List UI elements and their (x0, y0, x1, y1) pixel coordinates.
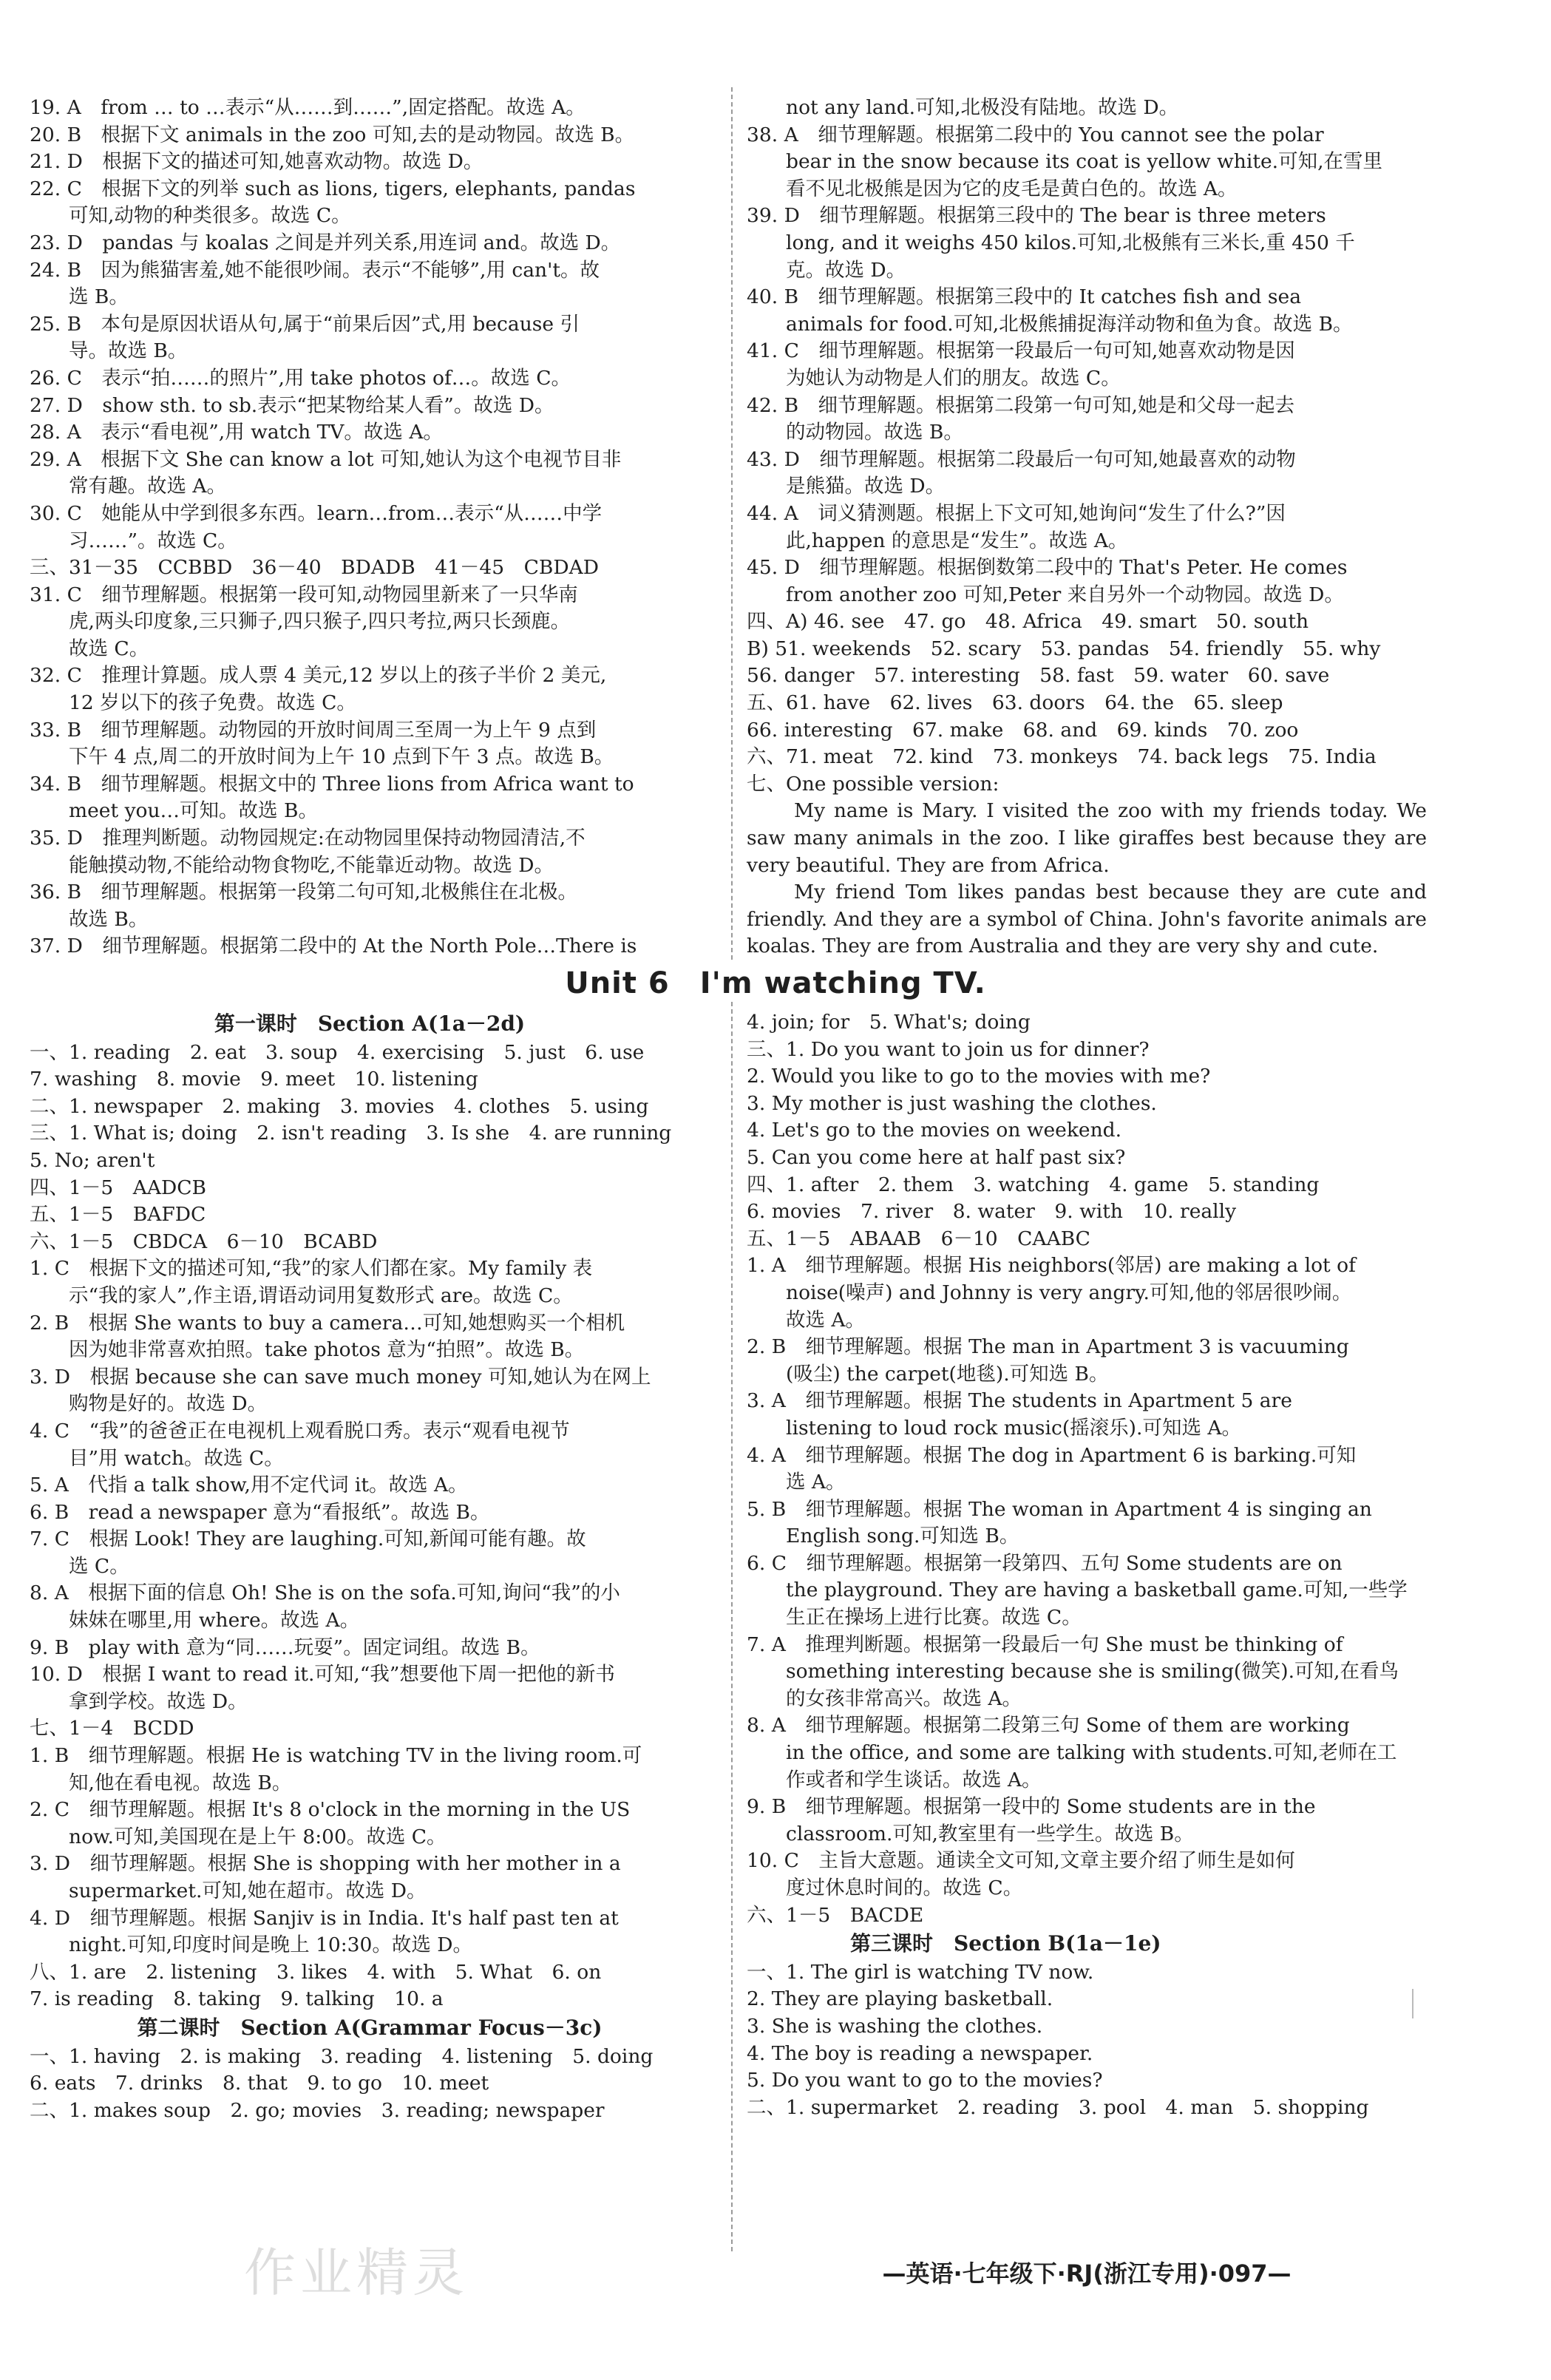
answer-line: 19. A from … to …表示“从……到……”,固定搭配。故选 A。 (30, 96, 586, 119)
writing-sample-para-2: My friend Tom likes pandas best because they are cute and friendly. And they are a symbol of China. John's favorite animals are koalas. They are from Australia and they are very shy and cute. (747, 881, 1427, 958)
answer-line: 下午 4 点,周二的开放时间为上午 10 点到下午 3 点。故选 B。 (30, 745, 614, 769)
answer-line: 7. A 推理判断题。根据第一段最后一句 She must be thinking of (747, 1633, 1343, 1656)
answer-line: in the office, and some are talking with students.可知,老师在工 (747, 1741, 1397, 1765)
answer-line: now.可知,美国现在是上午 8:00。故选 C。 (30, 1825, 447, 1848)
answer-line: (吸尘) the carpet(地毯).可知选 B。 (747, 1362, 1109, 1386)
answer-line: 4. The boy is reading a newspaper. (747, 2041, 1093, 2065)
answer-line: 克。故选 D。 (747, 258, 906, 282)
answer-line: 12 岁以下的孩子免费。故选 C。 (30, 691, 356, 715)
answer-line: 3. She is washing the clothes. (747, 2014, 1043, 2038)
answer-line: 六、1－5 BACDE (747, 1903, 924, 1927)
watermark: 作业精灵 (244, 2242, 469, 2303)
answer-line: 1. B 细节理解题。根据 He is watching TV in the living room.可 (30, 1744, 642, 1768)
answer-line: 38. A 细节理解题。根据第二段中的 You cannot see the polar (747, 123, 1324, 146)
answer-line: 选 A。 (747, 1471, 846, 1494)
answer-line: 4. D 细节理解题。根据 Sanjiv is in India. It's half past ten at (30, 1906, 619, 1930)
answer-line: 妹妹在哪里,用 where。故选 A。 (30, 1609, 360, 1633)
answer-line: 25. B 本句是原因状语从句,属于“前果后因”式,用 because 引 (30, 312, 580, 336)
answer-line: 3. D 根据 because she can save much money 可知,她认为在网上 (30, 1365, 651, 1389)
answer-line: 5. Can you come here at half past six? (747, 1145, 1126, 1169)
answer-line: 四、1－5 AADCB (30, 1176, 206, 1199)
answer-line: 6. C 细节理解题。根据第一段第四、五句 Some students are on (747, 1551, 1343, 1575)
answer-line: 二、1. makes soup 2. go; movies 3. reading; newspaper (30, 2098, 605, 2122)
answer-line: 2. Would you like to go to the movies with me? (747, 1065, 1211, 1088)
answer-line: 1. C 根据下文的描述可知,“我”的家人们都在家。My family 表 (30, 1257, 593, 1281)
unit-title: Unit 6 I'm watching TV. (565, 966, 986, 1000)
answer-line: 10. D 根据 I want to read it.可知,“我”想要他下周一把他的新书 (30, 1663, 615, 1686)
answer-line: from another zoo 可知,Peter 来自另外一个动物园。故选 D。 (747, 583, 1344, 606)
page-footer: —英语·七年级下·RJ(浙江专用)·097— (882, 2259, 1292, 2288)
answer-line: 4. C “我”的爸爸正在电视机上观看脱口秀。表示“观看电视节 (30, 1419, 570, 1442)
answer-line: 40. B 细节理解题。根据第三段中的 It catches fish and sea (747, 285, 1302, 309)
answer-line: night.可知,印度时间是晚上 10:30。故选 D。 (30, 1933, 473, 1957)
answer-line: 41. C 细节理解题。根据第一段最后一句可知,她喜欢动物是因 (747, 339, 1295, 363)
answer-line: 习……”。故选 C。 (30, 529, 237, 552)
answer-line: 6. movies 7. river 8. water 9. with 10. really (747, 1200, 1237, 1224)
answer-line: 5. No; aren't (30, 1148, 155, 1172)
answer-line: 35. D 推理判断题。动物园规定:在动物园里保持动物园清洁,不 (30, 827, 586, 850)
answer-line: 2. B 根据 She wants to buy a camera…可知,她想购买一个相机 (30, 1311, 625, 1335)
answer-line: 生正在操场上进行比赛。故选 C。 (747, 1606, 1082, 1630)
answer-line: 34. B 细节理解题。根据文中的 Three lions from Africa want to (30, 772, 634, 796)
answer-line: 3. D 细节理解题。根据 She is shopping with her mother in a (30, 1852, 621, 1876)
answer-line: 知,他在看电视。故选 B。 (30, 1771, 292, 1794)
answer-line: 三、1. What is; doing 2. isn't reading 3. Is she 4. are running (30, 1122, 672, 1145)
answers-bottom-left (30, 1009, 710, 2124)
answer-line: 7. is reading 8. taking 9. talking 10. a (30, 1987, 444, 2011)
answer-line: 2. C 细节理解题。根据 It's 8 o'clock in the morning in the US (30, 1798, 631, 1822)
answer-line: 28. A 表示“看电视”,用 watch TV。故选 A。 (30, 421, 443, 444)
answer-line: 五、1－5 ABAAB 6－10 CAABC (747, 1227, 1090, 1250)
answers-section2-cont (747, 1009, 1427, 1929)
answer-line: 度过休息时间的。故选 C。 (747, 1876, 1023, 1899)
answer-line: meet you…可知。故选 B。 (30, 799, 318, 823)
answer-line: 故选 A。 (747, 1308, 866, 1332)
answer-line: 33. B 细节理解题。动物园的开放时间周三至周一为上午 9 点到 (30, 718, 597, 742)
answer-line: not any land.可知,北极没有陆地。故选 D。 (747, 96, 1179, 119)
answer-line: something interesting because she is smiling(微笑).可知,在看鸟 (747, 1660, 1399, 1684)
answer-line: the playground. They are having a basketball game.可知,一些学 (747, 1579, 1408, 1602)
answer-line: 三、31－35 CCBBD 36－40 BDADB 41－45 CBDAD (30, 556, 600, 580)
answer-line: noise(噪声) and Johnny is very angry.可知,他的邻居很吵闹。 (747, 1281, 1352, 1304)
answer-line: 一、1. reading 2. eat 3. soup 4. exercising 5. just 6. use (30, 1040, 645, 1064)
answer-line: 44. A 词义猜测题。根据上下文可知,她询问“发生了什么?”因 (747, 501, 1286, 525)
answer-line: 31. C 细节理解题。根据第一段可知,动物园里新来了一只华南 (30, 583, 578, 606)
answer-line: B) 51. weekends 52. scary 53. pandas 54. friendly 55. why (747, 637, 1381, 660)
answer-line: 六、1－5 CBDCA 6－10 BCABD (30, 1230, 378, 1253)
answer-line: 7. C 根据 Look! They are laughing.可知,新闻可能有趣。故 (30, 1528, 586, 1551)
answer-line: 5. A 代指 a talk show,用不定代词 it。故选 A。 (30, 1474, 468, 1497)
answers-top-left (30, 95, 710, 960)
answer-line: 5. Do you want to go to the movies? (747, 2069, 1103, 2092)
answer-line: 23. D pandas 与 koalas 之间是并列关系,用连词 and。故选 D。 (30, 231, 621, 254)
answer-line: 六、71. meat 72. kind 73. monkeys 74. back legs 75. India (747, 745, 1377, 769)
answer-line: 选 B。 (30, 285, 129, 309)
answer-line: 购物是好的。故选 D。 (30, 1392, 268, 1416)
answer-line: 56. danger 57. interesting 58. fast 59. water 60. save (747, 664, 1330, 688)
answer-line: 选 C。 (30, 1554, 129, 1578)
answer-line: 导。故选 B。 (30, 339, 188, 363)
answer-line: 32. C 推理计算题。成人票 4 美元,12 岁以上的孩子半价 2 美元, (30, 664, 607, 688)
column-divider-top (731, 87, 733, 960)
writing-sample-para-1: My name is Mary. I visited the zoo with my friends today. We saw many animals in the zoo. I like giraffes best because they are very beautiful. They are from Africa. (747, 799, 1427, 877)
answer-line: 四、1. after 2. them 3. watching 4. game 5. standing (747, 1173, 1320, 1196)
answer-line: 可知,动物的种类很多。故选 C。 (30, 204, 351, 228)
answer-line: 22. C 根据下文的列举 such as lions, tigers, elephants, pandas (30, 177, 636, 200)
answer-line: 20. B 根据下文 animals in the zoo 可知,去的是动物园。故选 B。 (30, 123, 635, 146)
answer-line: 二、1. supermarket 2. reading 3. pool 4. man 5. shopping (747, 2095, 1369, 2119)
answer-line: 24. B 因为熊猫害羞,她不能很吵闹。表示“不能够”,用 can't。故 (30, 258, 600, 282)
answer-line: 一、1. having 2. is making 3. reading 4. listening 5. doing (30, 2044, 654, 2068)
answer-line: 9. B 细节理解题。根据第一段中的 Some students are in the (747, 1795, 1316, 1819)
margin-mark (1412, 1989, 1413, 2018)
answer-line: 此,happen 的意思是“发生”。故选 A。 (747, 529, 1128, 552)
answer-line: 30. C 她能从中学到很多东西。learn…from…表示“从……中学 (30, 501, 603, 525)
answer-line: 为她认为动物是人们的朋友。故选 C。 (747, 366, 1121, 390)
answer-line: 4. A 细节理解题。根据 The dog in Apartment 6 is barking.可知 (747, 1443, 1357, 1467)
column-divider-bottom (731, 1002, 733, 2251)
answer-line: supermarket.可知,她在超市。故选 D。 (30, 1879, 427, 1902)
answer-line: 37. D 细节理解题。根据第二段中的 At the North Pole…There is (30, 935, 637, 958)
answers-top-right-lines (747, 95, 1427, 798)
answer-line: 虎,两头印度象,三只狮子,四只猴子,四只考拉,两只长颈鹿。 (30, 610, 571, 634)
answer-line: 29. A 根据下文 She can know a lot 可知,她认为这个电视节目非 (30, 447, 622, 471)
section-title-1: 第一课时 Section A(1a－2d) (214, 1011, 526, 1036)
answer-line: 拿到学校。故选 D。 (30, 1689, 248, 1713)
section-title-2: 第二课时 Section A(Grammar Focus－3c) (137, 2015, 603, 2040)
answer-line: 八、1. are 2. listening 3. likes 4. with 5. What 6. on (30, 1960, 602, 1984)
answer-line: 66. interesting 67. make 68. and 69. kinds 70. zoo (747, 718, 1299, 742)
answer-line: 21. D 根据下文的描述可知,她喜欢动物。故选 D。 (30, 150, 483, 174)
answer-line: 故选 B。 (30, 907, 149, 931)
section-title-3: 第三课时 Section B(1a－1e) (850, 1931, 1161, 1956)
answer-line: 6. B read a newspaper 意为“看报纸”。故选 B。 (30, 1500, 490, 1524)
answers-section2 (30, 2044, 710, 2125)
answer-line: 4. Let's go to the movies on weekend. (747, 1119, 1122, 1142)
answer-line: 五、61. have 62. lives 63. doors 64. the 65. sleep (747, 691, 1283, 715)
answer-line: 能触摸动物,不能给动物食物吃,不能靠近动物。故选 D。 (30, 853, 554, 877)
answer-line: 七、One possible version: (747, 772, 1000, 796)
answer-line: 26. C 表示“拍……的照片”,用 take photos of…。故选 C。 (30, 366, 571, 390)
answer-line: 七、1－4 BCDD (30, 1717, 194, 1740)
answer-line: 36. B 细节理解题。根据第一段第二句可知,北极熊住在北极。 (30, 881, 577, 904)
answer-line: 42. B 细节理解题。根据第二段第一句可知,她是和父母一起去 (747, 393, 1294, 417)
answer-line: 2. B 细节理解题。根据 The man in Apartment 3 is vacuuming (747, 1335, 1349, 1359)
answer-line: 39. D 细节理解题。根据第三段中的 The bear is three meters (747, 204, 1326, 228)
answer-line: animals for food.可知,北极熊捕捉海洋动物和鱼为食。故选 B。 (747, 312, 1353, 336)
answer-line: 是熊猫。故选 D。 (747, 475, 946, 498)
answer-line: 4. join; for 5. What's; doing (747, 1011, 1031, 1034)
answers-section3 (747, 1959, 1427, 2122)
answer-line: English song.可知选 B。 (747, 1525, 1019, 1548)
answer-line: 27. D show sth. to sb.表示“把某物给某人看”。故选 D。 (30, 393, 554, 417)
answers-top-right (747, 95, 1427, 960)
answer-line: 3. My mother is just washing the clothes. (747, 1091, 1157, 1115)
answer-line: 二、1. newspaper 2. making 3. movies 4. clothes 5. using (30, 1094, 649, 1118)
answers-section1 (30, 1040, 710, 2013)
answer-line: 8. A 根据下面的信息 Oh! She is on the sofa.可知,询问“我”的小 (30, 1581, 620, 1605)
answer-line: 三、1. Do you want to join us for dinner? (747, 1037, 1150, 1061)
answer-line: 7. washing 8. movie 9. meet 10. listening (30, 1068, 478, 1091)
answer-line: 43. D 细节理解题。根据第二段最后一句可知,她最喜欢的动物 (747, 447, 1296, 471)
answer-line: 2. They are playing basketball. (747, 1987, 1053, 2011)
answer-line: 五、1－5 BAFDC (30, 1203, 206, 1227)
answer-line: 的动物园。故选 B。 (747, 421, 963, 444)
answer-line: 故选 C。 (30, 637, 149, 660)
answer-line: 的女孩非常高兴。故选 A。 (747, 1686, 1022, 1710)
answer-line: 一、1. The girl is watching TV now. (747, 1960, 1094, 1984)
answer-line: 常有趣。故选 A。 (30, 475, 227, 498)
answer-line: 3. A 细节理解题。根据 The students in Apartment 5 are (747, 1389, 1292, 1413)
answer-line: 9. B play with 意为“同……玩耍”。固定词组。故选 B。 (30, 1635, 540, 1659)
answer-line: 6. eats 7. drinks 8. that 9. to go 10. meet (30, 2072, 489, 2095)
answer-line: 45. D 细节理解题。根据倒数第二段中的 That's Peter. He comes (747, 556, 1348, 580)
answer-line: 作或者和学生谈话。故选 A。 (747, 1768, 1042, 1791)
answer-line: 因为她非常喜欢拍照。take photos 意为“拍照”。故选 B。 (30, 1338, 585, 1362)
answer-line: 8. A 细节理解题。根据第二段第三句 Some of them are working (747, 1714, 1350, 1737)
answer-line: 四、A) 46. see 47. go 48. Africa 49. smart 50. south (747, 610, 1309, 634)
answer-line: 1. A 细节理解题。根据 His neighbors(邻居) are making a lot of (747, 1254, 1356, 1278)
answer-line: 5. B 细节理解题。根据 The woman in Apartment 4 is singing an (747, 1497, 1372, 1521)
answer-line: classroom.可知,教室里有一些学生。故选 B。 (747, 1822, 1194, 1845)
answer-line: 10. C 主旨大意题。通读全文可知,文章主要介绍了师生是如何 (747, 1849, 1295, 1873)
answer-line: 看不见北极熊是因为它的皮毛是黄白色的。故选 A。 (747, 177, 1238, 200)
answer-line: 示“我的家人”,作主语,谓语动词用复数形式 are。故选 C。 (30, 1284, 573, 1307)
answer-line: long, and it weighs 450 kilos.可知,北极熊有三米长,重 450 千 (747, 231, 1355, 254)
answer-line: bear in the snow because its coat is yellow white.可知,在雪里 (747, 150, 1382, 174)
answer-line: listening to loud rock music(摇滚乐).可知选 A。 (747, 1416, 1242, 1440)
answer-line: 目”用 watch。故选 C。 (30, 1446, 284, 1470)
answers-bottom-right (747, 1009, 1427, 2121)
